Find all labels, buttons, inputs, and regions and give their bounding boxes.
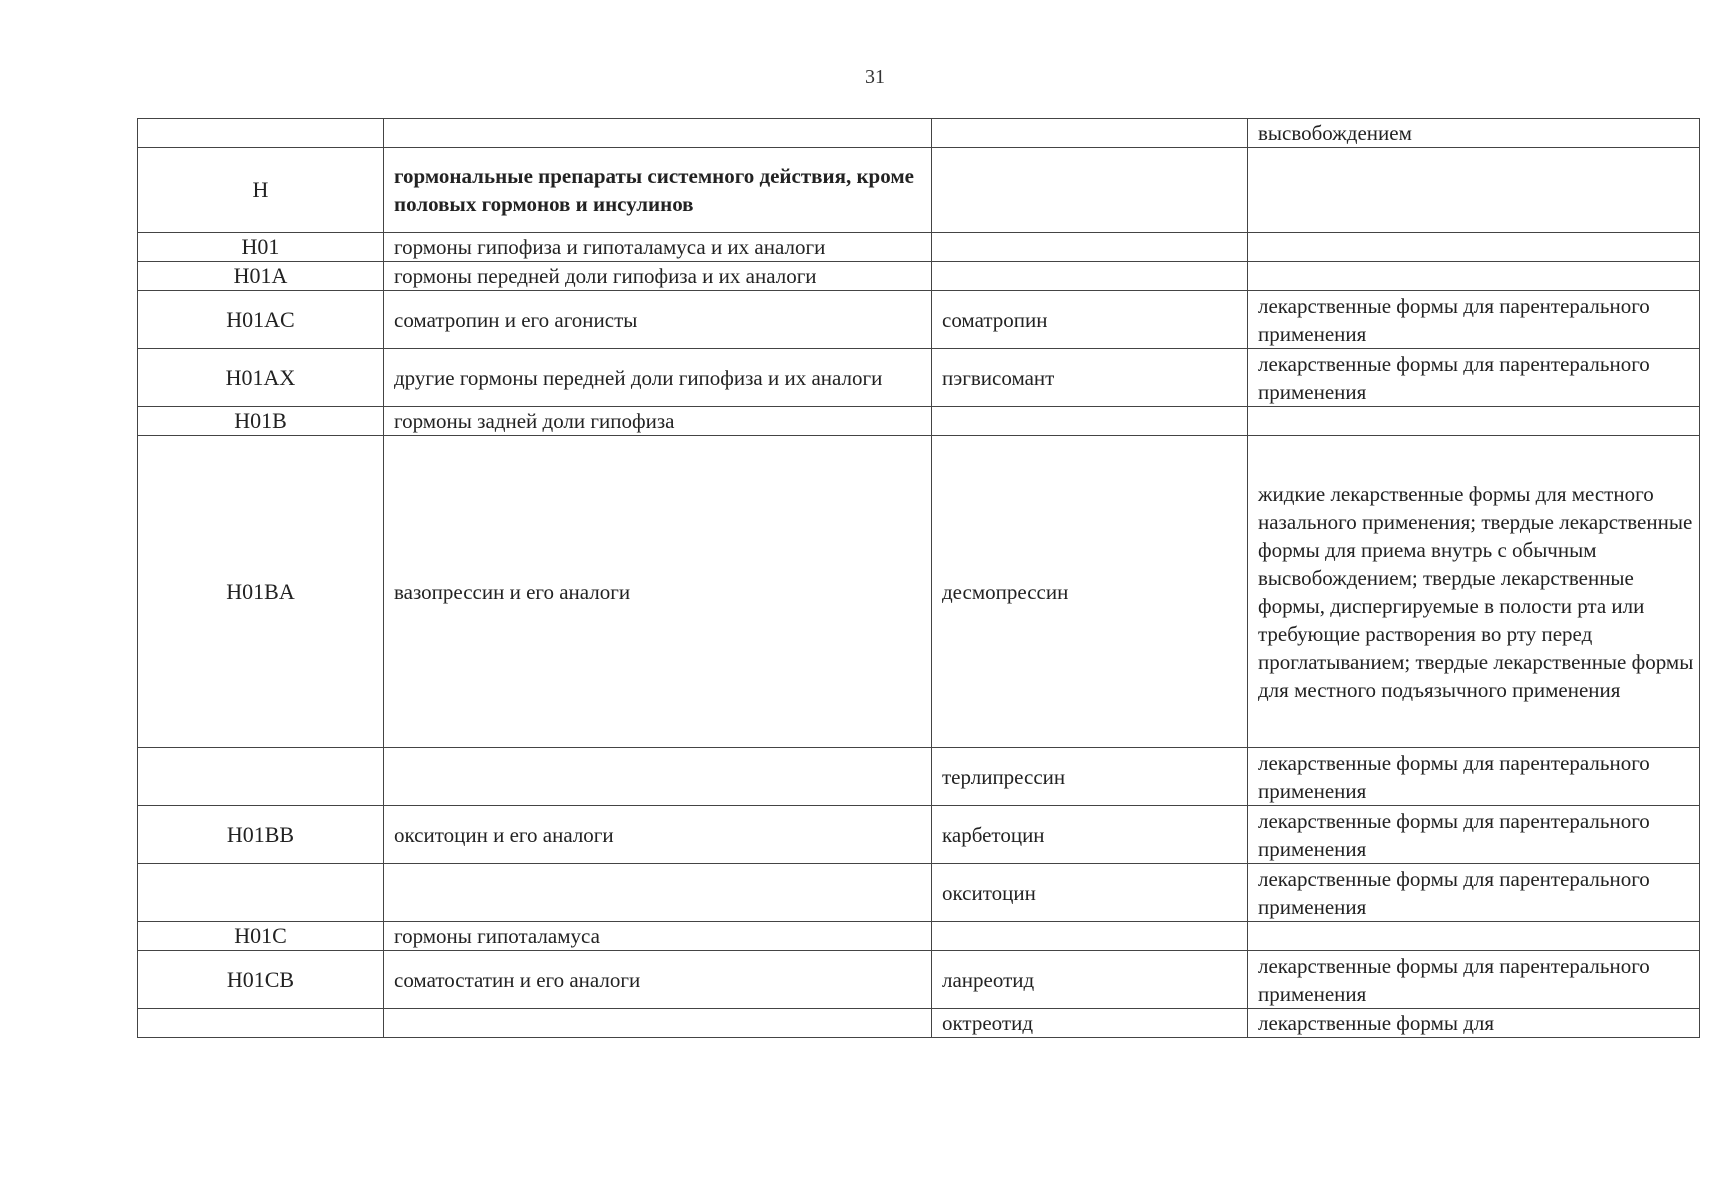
- drug-name-cell: [932, 148, 1248, 233]
- group-name-cell: вазопрессин и его аналоги: [384, 436, 932, 748]
- atc-code-cell: [138, 748, 384, 806]
- table-row: [138, 806, 1700, 864]
- dosage-form-cell: высвобождением: [1248, 119, 1700, 148]
- drug-name-cell: [932, 119, 1248, 148]
- drug-name-cell: [932, 262, 1248, 291]
- dosage-form-cell: [1248, 262, 1700, 291]
- drug-name-cell: ланреотид: [932, 951, 1248, 1009]
- group-name-cell: другие гормоны передней доли гипофиза и их аналоги: [384, 349, 932, 407]
- table-row: [138, 291, 1700, 349]
- atc-code-cell: H01A: [138, 262, 384, 291]
- atc-code-cell: H01B: [138, 407, 384, 436]
- drug-name-cell: [932, 922, 1248, 951]
- table-row: [138, 262, 1700, 291]
- dosage-form-cell: [1248, 407, 1700, 436]
- table-row: [138, 407, 1700, 436]
- group-name-cell: соматропин и его агонисты: [384, 291, 932, 349]
- dosage-form-cell: [1248, 922, 1700, 951]
- dosage-form-cell: лекарственные формы для парентерального применения: [1248, 806, 1700, 864]
- table-row: [138, 436, 1700, 748]
- table-row: [138, 748, 1700, 806]
- drug-classification-table: [137, 118, 1700, 1038]
- table-row: [138, 349, 1700, 407]
- group-name-cell: [384, 119, 932, 148]
- atc-code-cell: H01C: [138, 922, 384, 951]
- atc-code-cell: H01AX: [138, 349, 384, 407]
- dosage-form-cell: лекарственные формы для парентерального применения: [1248, 291, 1700, 349]
- drug-name-cell: октреотид: [932, 1009, 1248, 1038]
- dosage-form-cell: лекарственные формы для парентерального применения: [1248, 951, 1700, 1009]
- group-name-cell: гормоны задней доли гипофиза: [384, 407, 932, 436]
- drug-name-cell: пэгвисомант: [932, 349, 1248, 407]
- table-row: [138, 119, 1700, 148]
- group-name-cell: гормональные препараты системного действия, кроме половых гормонов и инсулинов: [384, 148, 932, 233]
- group-name-cell: [384, 748, 932, 806]
- drug-name-cell: соматропин: [932, 291, 1248, 349]
- dosage-form-cell: [1248, 148, 1700, 233]
- atc-code-cell: H: [138, 148, 384, 233]
- atc-code-cell: H01BB: [138, 806, 384, 864]
- drug-name-cell: терлипрессин: [932, 748, 1248, 806]
- group-name-cell: гормоны передней доли гипофиза и их аналоги: [384, 262, 932, 291]
- atc-code-cell: H01AC: [138, 291, 384, 349]
- dosage-form-cell: лекарственные формы для парентерального применения: [1248, 748, 1700, 806]
- drug-name-cell: окситоцин: [932, 864, 1248, 922]
- dosage-form-cell: жидкие лекарственные формы для местного назального применения; твердые лекарственные формы для приема внутрь с обычным высвобождением; твердые лекарственные формы, диспергируемые в полости рта или требующие растворения во рту перед проглатыванием; твердые лекарственные формы для местного подъязычного применения: [1248, 436, 1700, 748]
- group-name-cell: [384, 1009, 932, 1038]
- dosage-form-cell: лекарственные формы для парентерального применения: [1248, 864, 1700, 922]
- atc-code-cell: [138, 864, 384, 922]
- table-row: [138, 148, 1700, 233]
- table-row: [138, 1009, 1700, 1038]
- group-name-cell: соматостатин и его аналоги: [384, 951, 932, 1009]
- drug-name-cell: [932, 407, 1248, 436]
- table-row: [138, 233, 1700, 262]
- atc-code-cell: [138, 1009, 384, 1038]
- dosage-form-cell: лекарственные формы для: [1248, 1009, 1700, 1038]
- group-name-cell: гормоны гипофиза и гипоталамуса и их аналоги: [384, 233, 932, 262]
- drug-name-cell: [932, 233, 1248, 262]
- drug-name-cell: карбетоцин: [932, 806, 1248, 864]
- drug-name-cell: десмопрессин: [932, 436, 1248, 748]
- table-row: [138, 951, 1700, 1009]
- dosage-form-cell: лекарственные формы для парентерального применения: [1248, 349, 1700, 407]
- group-name-cell: окситоцин и его аналоги: [384, 806, 932, 864]
- group-name-cell: гормоны гипоталамуса: [384, 922, 932, 951]
- atc-code-cell: H01: [138, 233, 384, 262]
- table-row: [138, 922, 1700, 951]
- group-name-cell: [384, 864, 932, 922]
- atc-code-cell: [138, 119, 384, 148]
- dosage-form-cell: [1248, 233, 1700, 262]
- table-row: [138, 864, 1700, 922]
- atc-code-cell: H01BA: [138, 436, 384, 748]
- atc-code-cell: H01CB: [138, 951, 384, 1009]
- page-number: 31: [865, 66, 885, 88]
